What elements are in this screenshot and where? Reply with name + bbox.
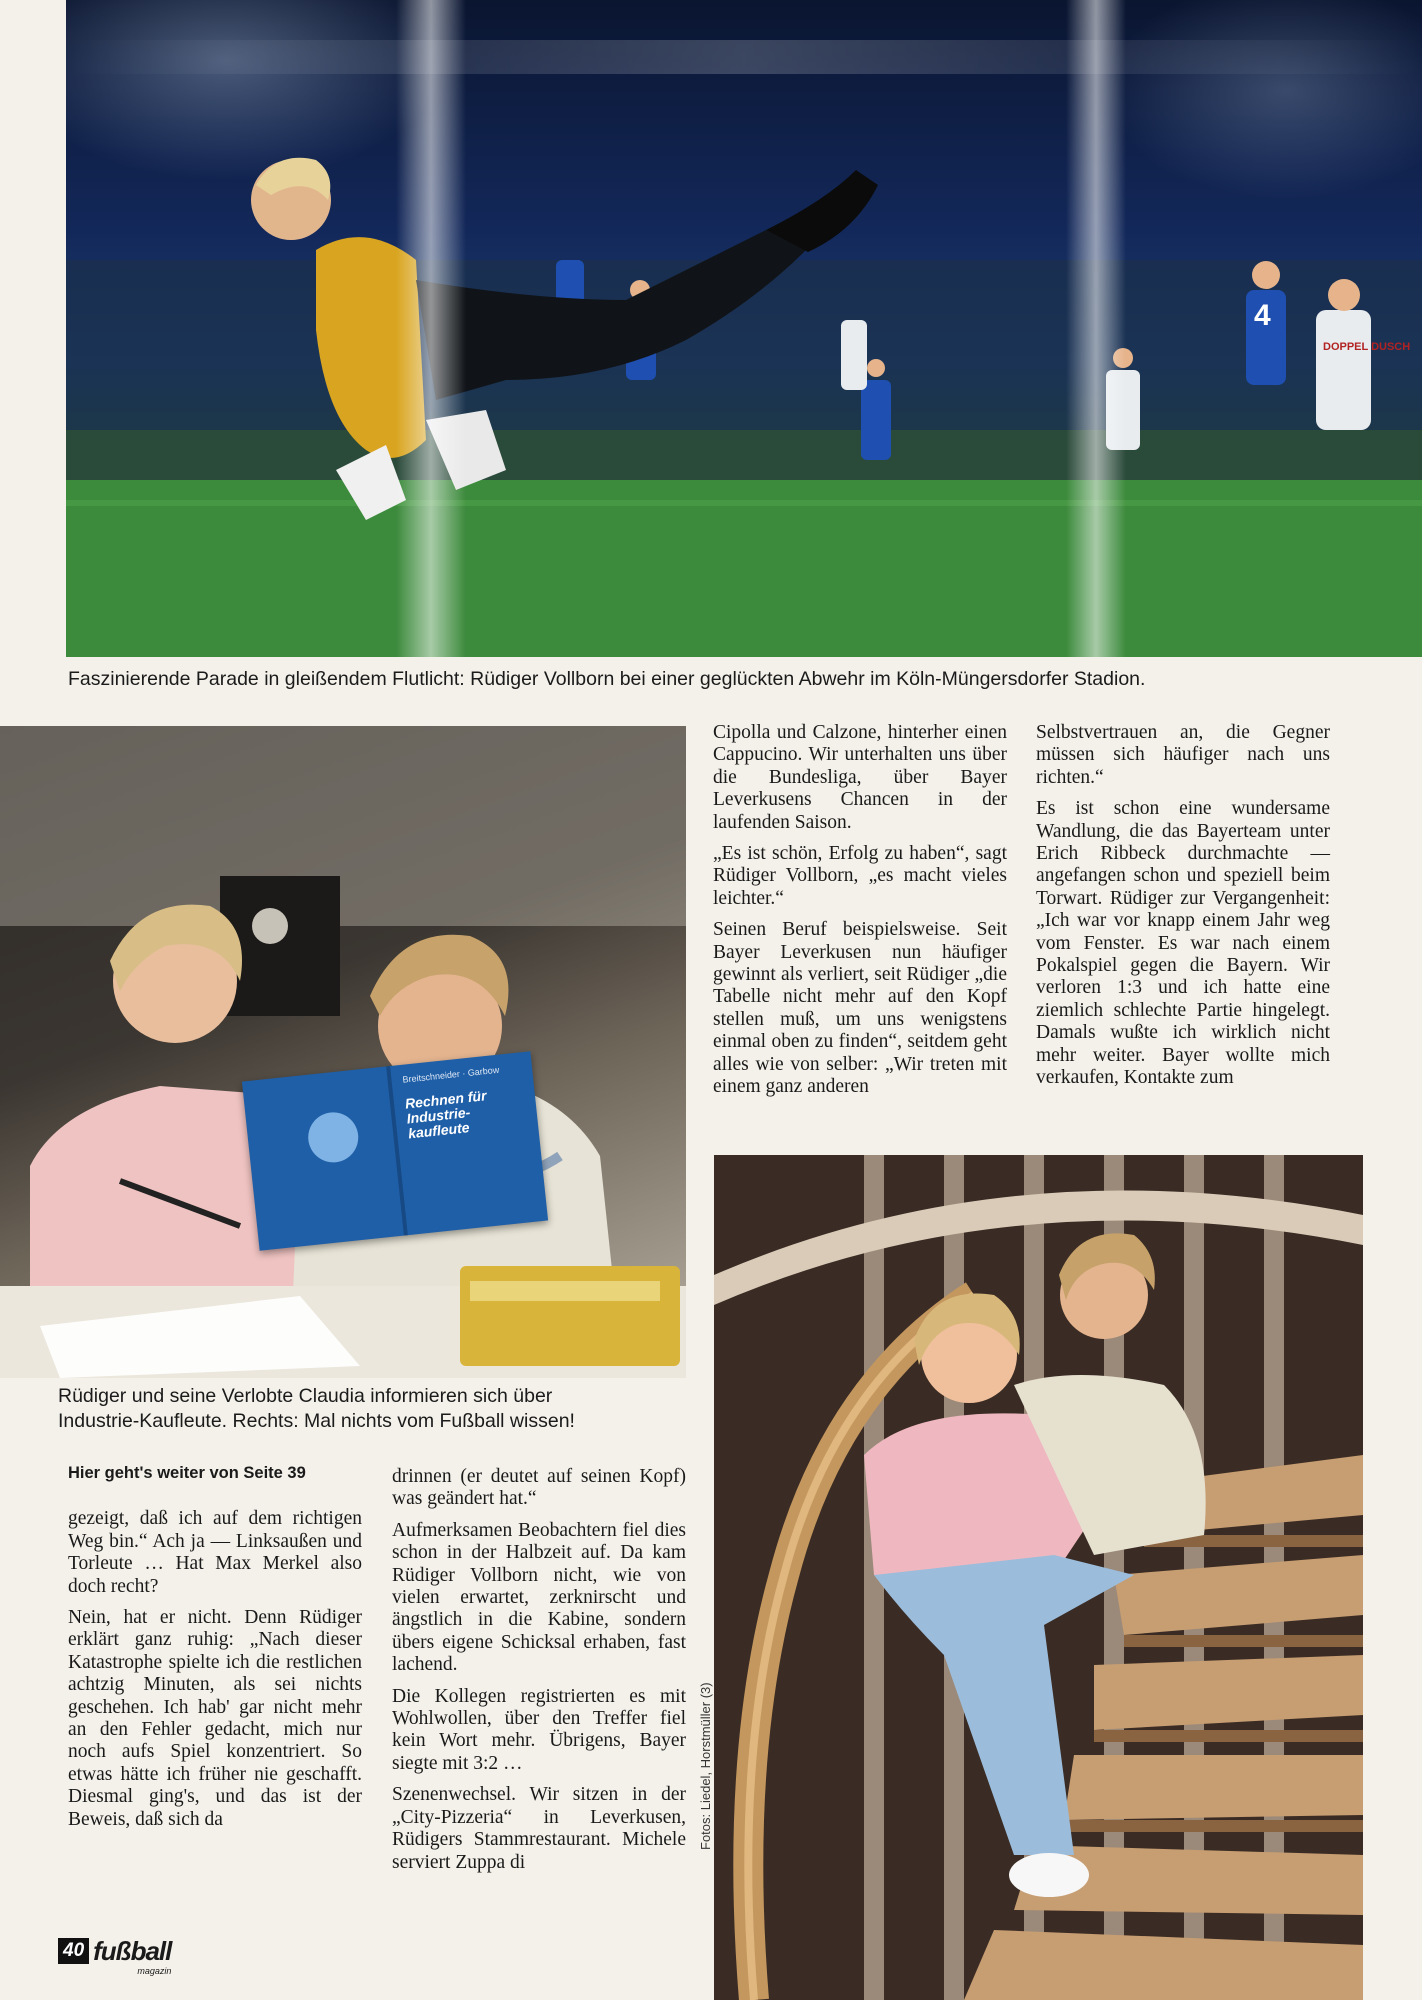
article-column-2 bbox=[392, 1466, 686, 1883]
top-photo-caption: Faszinierende Parade in gleißendem Flutlicht: Rüdiger Vollborn bei einer geglückten Abwehr im Köln-Müngersdorfer Stadion. bbox=[68, 668, 1146, 690]
left-photo-caption-line2: Industrie-Kaufleute. Rechts: Mal nichts vom Fußball wissen! bbox=[58, 1410, 575, 1432]
col4-para-2: Es ist schon eine wundersame Wandlung, die das Bayerteam unter Erich Ribbeck durchmachte — angefangen schon und speziell beim Torwart. Rüdiger zur Vergangenheit: „Ich war vor knapp einem Jahr weg vom Fenster. Es war nach einem Pokalspiel gegen die Bayern. Wir verloren 1:3 und ich hatte eine ziemlich schlechte Partie hingelegt. Damals wußte ich wirklich nicht mehr weiter. Bayer wollte mich verkaufen, Kontakte zum bbox=[1036, 798, 1330, 1089]
jersey-sponsor: DOPPEL DUSCH bbox=[1323, 341, 1411, 353]
stadium-scene bbox=[66, 0, 1422, 657]
staircase-photo bbox=[714, 1155, 1363, 2000]
col2-para-3: Die Kollegen registrierten es mit Wohlwollen, über den Treffer fiel kein Wort mehr. Übrigens, Bayer siegte mit 3:2 … bbox=[392, 1685, 686, 1774]
photo-credit: Fotos: Liedel, Horstmüller (3) bbox=[698, 1682, 713, 1850]
couple-study-photo bbox=[0, 726, 686, 1378]
article-column-3 bbox=[713, 722, 1007, 1108]
col2-para-2: Aufmerksamen Beobachtern fiel dies schon in der Halbzeit auf. Da kam Rüdiger Vollborn nicht, wie von vielen erwartet, zerknirscht und ängstlich in die Kabine, sondern übers eigene Schicksal erhaben, fast lachend. bbox=[392, 1519, 686, 1676]
page-number: 40 bbox=[58, 1938, 89, 1964]
magazine-logo bbox=[93, 1936, 172, 1976]
left-photo-caption-line1: Rüdiger und seine Verlobte Claudia informieren sich über bbox=[58, 1385, 553, 1407]
book-title: Rechnen für Industrie-kaufleute bbox=[404, 1087, 488, 1142]
col3-para-1: Cipolla und Calzone, hinterher einen Cappucino. Wir unterhalten uns über die Bundesliga, über Bayer Leverkusens Chancen in der laufenden Saison. bbox=[713, 722, 1007, 833]
col4-para-1: Selbstvertrauen an, die Gegner müssen sich häufiger nach uns richten.“ bbox=[1036, 722, 1330, 788]
book-author: Breitschneider · Garbow bbox=[402, 1064, 500, 1085]
col1-para-1: gezeigt, daß ich auf dem richtigen Weg bin.“ Ach ja — Linksaußen und Torleute … Hat Max Merkel also doch recht? bbox=[68, 1508, 362, 1597]
page-folio bbox=[58, 1936, 172, 1976]
col2-para-4: Szenenwechsel. Wir sitzen in der „City-Pizzeria“ in Leverkusen, Rüdigers Stammrestaurant. Michele serviert Zuppa di bbox=[392, 1784, 686, 1873]
col3-para-2: „Es ist schön, Erfolg zu haben“, sagt Rüdiger Vollborn, „es macht vieles leichter.“ bbox=[713, 843, 1007, 909]
book-emblem bbox=[306, 1110, 361, 1165]
col1-para-2: Nein, hat er nicht. Denn Rüdiger erklärt ganz ruhig: „Nach dieser Katastrophe spielte ich die restlichen achtzig Minuten, als sei nichts geschehen. Ich hab' gar nicht mehr an den Fehler gedacht, mich nur noch aufs Spiel konzentriert. So etwas hätte ich früher nie geschafft. Diesmal ging's, und das ist der Beweis, daß sich da bbox=[68, 1607, 362, 1830]
jersey-number: 4 bbox=[1254, 299, 1271, 332]
top-photo bbox=[66, 0, 1422, 657]
magazine-sub: magazin bbox=[137, 1966, 172, 1976]
article-column-4 bbox=[1036, 722, 1330, 1099]
col2-para-1: drinnen (er deutet auf seinen Kopf) was geändert hat.“ bbox=[392, 1466, 686, 1510]
textbook bbox=[242, 1051, 548, 1250]
magazine-name: fußball bbox=[93, 1936, 172, 1966]
left-photo-caption bbox=[58, 1384, 698, 1434]
continuation-note: Hier geht's weiter von Seite 39 bbox=[68, 1464, 306, 1482]
article-column-1 bbox=[68, 1462, 362, 1840]
col3-para-3: Seinen Beruf beispielsweise. Seit Bayer Leverkusen nun häufiger gewinnt als verliert, seit Rüdiger „die Tabelle nicht mehr auf den Kopf stellen muß, um uns wenigstens einmal oben zu finden“, seitdem geht alles wie von selber: „Wir treten mit einem ganz anderen bbox=[713, 919, 1007, 1098]
